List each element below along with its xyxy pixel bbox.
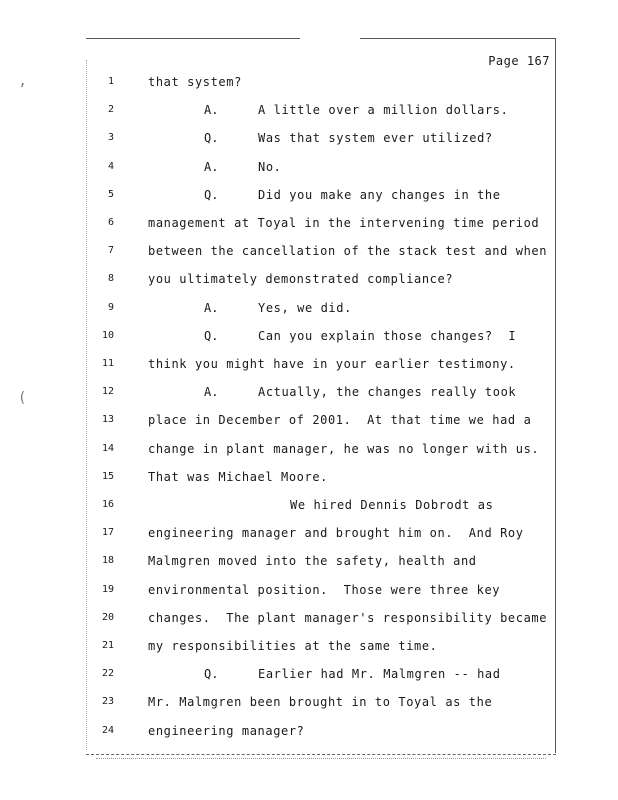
right-border <box>555 38 556 753</box>
top-border-gap <box>300 36 360 40</box>
testimony-text: Mr. Malmgren been brought in to Toyal as the <box>148 695 493 709</box>
testimony-text: Malmgren moved into the safety, health and <box>148 554 477 568</box>
testimony-text: Did you make any changes in the <box>258 188 501 202</box>
bottom-border-secondary <box>96 758 546 759</box>
testimony-text: We hired Dennis Dobrodt as <box>290 498 494 512</box>
line-number: 1 <box>107 76 114 87</box>
margin-bracket-mark: ( <box>18 390 27 406</box>
margin-tick-mark: ’ <box>18 82 27 98</box>
speaker-label: A. <box>204 160 219 174</box>
left-margin-line <box>86 60 87 750</box>
testimony-text: Actually, the changes really took <box>258 385 517 399</box>
line-number: 3 <box>107 132 114 143</box>
line-number: 15 <box>101 471 114 482</box>
speaker-label: Q. <box>204 188 219 202</box>
testimony-text: think you might have in your earlier testimony. <box>148 357 516 371</box>
line-number: 10 <box>101 330 114 341</box>
testimony-text: place in December of 2001. At that time we had a <box>148 413 532 427</box>
speaker-label: Q. <box>204 131 219 145</box>
line-number: 6 <box>107 217 114 228</box>
testimony-text: A little over a million dollars. <box>258 103 509 117</box>
testimony-text: that system? <box>148 75 242 89</box>
line-number: 16 <box>101 499 114 510</box>
speaker-label: A. <box>204 301 219 315</box>
line-number: 12 <box>101 386 114 397</box>
testimony-text: Yes, we did. <box>258 301 352 315</box>
testimony-text: between the cancellation of the stack test and when <box>148 244 548 258</box>
line-number: 13 <box>101 414 114 425</box>
line-number: 17 <box>101 527 114 538</box>
line-number: 14 <box>101 443 114 454</box>
testimony-text: you ultimately demonstrated compliance? <box>148 272 454 286</box>
testimony-text: change in plant manager, he was no longer with us. <box>148 442 540 456</box>
bottom-border <box>86 754 556 755</box>
speaker-label: Q. <box>204 329 219 343</box>
line-number: 21 <box>101 640 114 651</box>
testimony-text: my responsibilities at the same time. <box>148 639 438 653</box>
testimony-text: Was that system ever utilized? <box>258 131 493 145</box>
testimony-text: That was Michael Moore. <box>148 470 328 484</box>
line-number: 5 <box>107 189 114 200</box>
testimony-text: changes. The plant manager's responsibility became <box>148 611 548 625</box>
line-number: 18 <box>101 555 114 566</box>
testimony-text: environmental position. Those were three key <box>148 583 501 597</box>
testimony-text: engineering manager? <box>148 724 305 738</box>
page-number: Page 167 <box>488 54 550 68</box>
line-number: 2 <box>107 104 114 115</box>
testimony-text: No. <box>258 160 282 174</box>
speaker-label: A. <box>204 385 219 399</box>
line-number: 24 <box>101 725 114 736</box>
testimony-text: management at Toyal in the intervening time period <box>148 216 540 230</box>
line-number: 4 <box>107 161 114 172</box>
testimony-text: engineering manager and brought him on. And Roy <box>148 526 524 540</box>
line-number: 9 <box>107 302 114 313</box>
testimony-text: Can you explain those changes? I <box>258 329 517 343</box>
speaker-label: Q. <box>204 667 219 681</box>
line-number: 7 <box>107 245 114 256</box>
testimony-text: Earlier had Mr. Malmgren -- had <box>258 667 501 681</box>
line-number: 20 <box>101 612 114 623</box>
line-number: 8 <box>107 273 114 284</box>
line-number: 11 <box>101 358 114 369</box>
speaker-label: A. <box>204 103 219 117</box>
line-number: 22 <box>101 668 114 679</box>
line-number: 19 <box>101 584 114 595</box>
line-number: 23 <box>101 696 114 707</box>
